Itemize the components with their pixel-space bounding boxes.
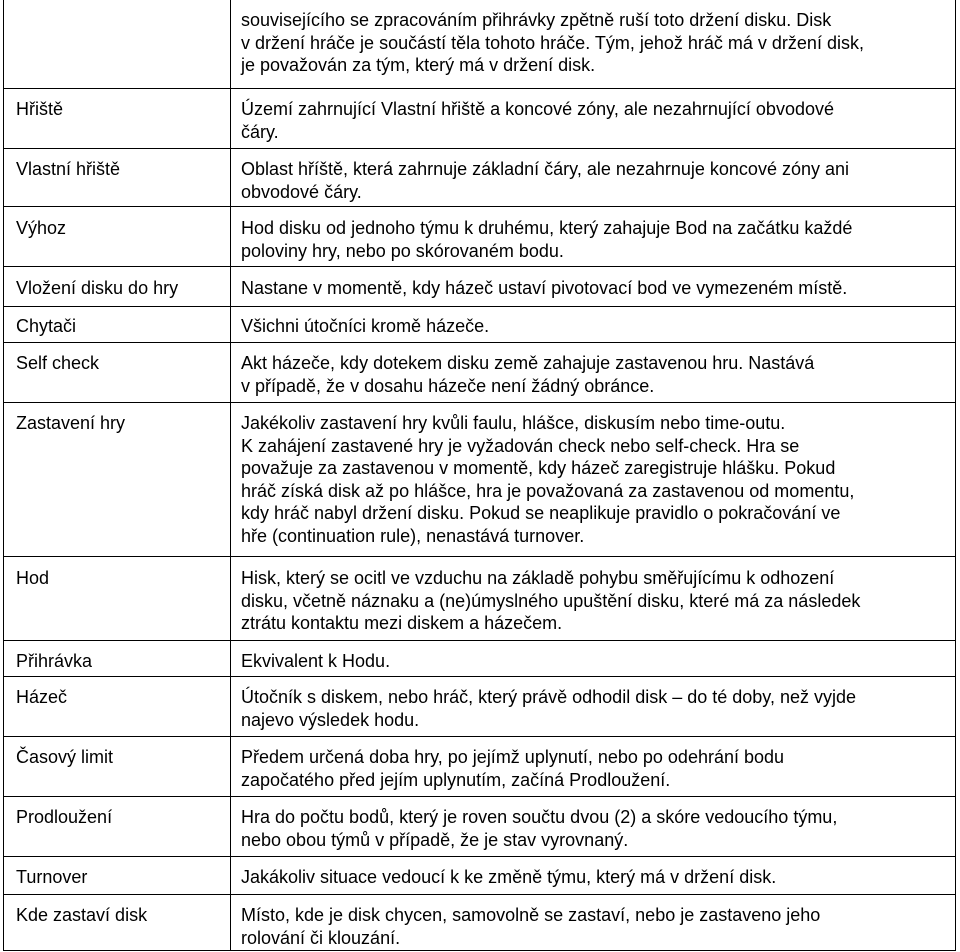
definition-line: K zahájení zastavené hry je vyžadován check nebo self-check. Hra se [241, 435, 800, 456]
definition-line: v držení hráče je součástí těla tohoto hráče. Tým, jehož hráč má v držení disk, [241, 32, 864, 53]
definition-line: Akt házeče, kdy dotekem disku země zahajuje zastavenou hru. Nastává [241, 353, 815, 373]
term-cell: Hod [16, 568, 50, 588]
term-cell: Časový limit [16, 747, 114, 767]
row-divider [3, 306, 956, 307]
definition-line: Hod disku od jednoho týmu k druhému, který zahajuje Bod na začátku každé [241, 218, 853, 238]
row-divider [3, 342, 956, 343]
table-left-border [3, 0, 4, 951]
definition-line: hráč získá disk až po hlášce, hra je považovaná za zastavenou od momentu, [241, 480, 855, 501]
definition-line: obvodové čáry. [241, 181, 362, 202]
definition-line: čáry. [241, 121, 279, 142]
row-divider [3, 206, 956, 207]
definition-cell [241, 904, 953, 949]
term-cell: Turnover [16, 867, 88, 887]
definition-cell [241, 746, 953, 791]
term-cell: Zastavení hry [16, 413, 126, 433]
definition-line: v případě, že v dosahu házeče není žádný obránce. [241, 375, 655, 396]
definition-cell [241, 98, 953, 143]
definition-line: Jakákoliv situace vedoucí k ke změně týmu, který má v držení disk. [241, 867, 777, 887]
definition-cell [241, 352, 953, 397]
definition-cell [241, 412, 953, 547]
column-divider [230, 0, 231, 951]
row-divider [3, 148, 956, 149]
definition-cell [241, 806, 953, 851]
definition-line: nebo obou týmů v případě, že je stav vyrovnaný. [241, 829, 629, 850]
row-divider [3, 88, 956, 89]
definition-line: souvisejícího se zpracováním přihrávky zpětně ruší toto držení disku. Disk [241, 10, 832, 30]
definition-cell [241, 315, 953, 338]
definition-line: ztrátu kontaktu mezi diskem a házečem. [241, 613, 563, 633]
row-divider [3, 556, 956, 557]
definition-line: Útočník s diskem, nebo hráč, který právě odhodil disk – do té doby, než vyjde [241, 687, 856, 707]
table-bottom-border [3, 950, 956, 951]
definition-line: Nastane v momentě, kdy házeč ustaví pivotovací bod ve vymezeném místě. [241, 278, 848, 298]
definition-line: Hra do počtu bodů, který je roven součtu dvou (2) a skóre vedoucího týmu, [241, 807, 838, 827]
term-cell: Prodloužení [16, 807, 113, 827]
term-cell: Kde zastaví disk [16, 905, 148, 925]
definition-cell [241, 650, 953, 673]
row-divider [3, 856, 956, 857]
row-divider [3, 640, 956, 641]
row-divider [3, 894, 956, 895]
term-cell: Výhoz [16, 218, 67, 238]
definition-cell [241, 567, 953, 635]
definition-cell [241, 217, 953, 262]
term-cell: Vlastní hřiště [16, 159, 121, 179]
definition-line: Území zahrnující Vlastní hřiště a koncové zóny, ale nezahrnující obvodové [241, 99, 834, 119]
definition-cell [241, 277, 953, 300]
table-right-border [955, 0, 956, 951]
definition-cell [241, 158, 953, 203]
row-divider [3, 676, 956, 677]
definition-line: započatého před jejím uplynutím, začíná Prodloužení. [241, 769, 671, 790]
definition-line: Ekvivalent k Hodu. [241, 651, 391, 671]
row-divider [3, 796, 956, 797]
row-divider [3, 266, 956, 267]
glossary-table [3, 0, 956, 951]
row-divider [3, 736, 956, 737]
definition-line: kdy hráč nabyl držení disku. Pokud se neaplikuje pravidlo o pokračování ve [241, 503, 841, 523]
term-cell: Hřiště [16, 99, 64, 119]
row-divider [3, 402, 956, 403]
definition-line: považuje za zastavenou v momentě, kdy házeč zaregistruje hlášku. Pokud [241, 458, 836, 478]
definition-line: poloviny hry, nebo po skórovaném bodu. [241, 240, 564, 261]
definition-line: Oblast hříště, která zahrnuje základní čáry, ale nezahrnuje koncové zóny ani [241, 159, 850, 179]
definition-line: najevo výsledek hodu. [241, 709, 420, 730]
definition-line: Předem určená doba hry, po jejímž uplynutí, nebo po odehrání bodu [241, 747, 785, 767]
term-cell: Házeč [16, 687, 68, 707]
definition-line: Hisk, který se ocitl ve vzduchu na základě pohybu směřujícímu k odhození [241, 568, 835, 588]
definition-cell [241, 866, 953, 889]
term-cell: Chytači [16, 316, 77, 336]
definition-line: Všichni útočníci kromě házeče. [241, 316, 490, 336]
definition-line: Místo, kde je disk chycen, samovolně se zastaví, nebo je zastaveno jeho [241, 905, 821, 925]
definition-cell [241, 686, 953, 731]
definition-line: Jakékoliv zastavení hry kvůli faulu, hlášce, diskusím nebo time-outu. [241, 413, 786, 433]
definition-line: hře (continuation rule), nenastává turnover. [241, 525, 585, 546]
definition-line: disku, včetně náznaku a (ne)úmyslného upuštění disku, které má za následek [241, 590, 861, 611]
definition-line: rolování či klouzání. [241, 927, 401, 948]
definition-cell [241, 9, 953, 77]
term-cell: Přihrávka [16, 651, 93, 671]
term-cell: Self check [16, 353, 100, 373]
term-cell: Vložení disku do hry [16, 278, 179, 298]
definition-line: je považován za tým, který má v držení disk. [241, 55, 596, 75]
